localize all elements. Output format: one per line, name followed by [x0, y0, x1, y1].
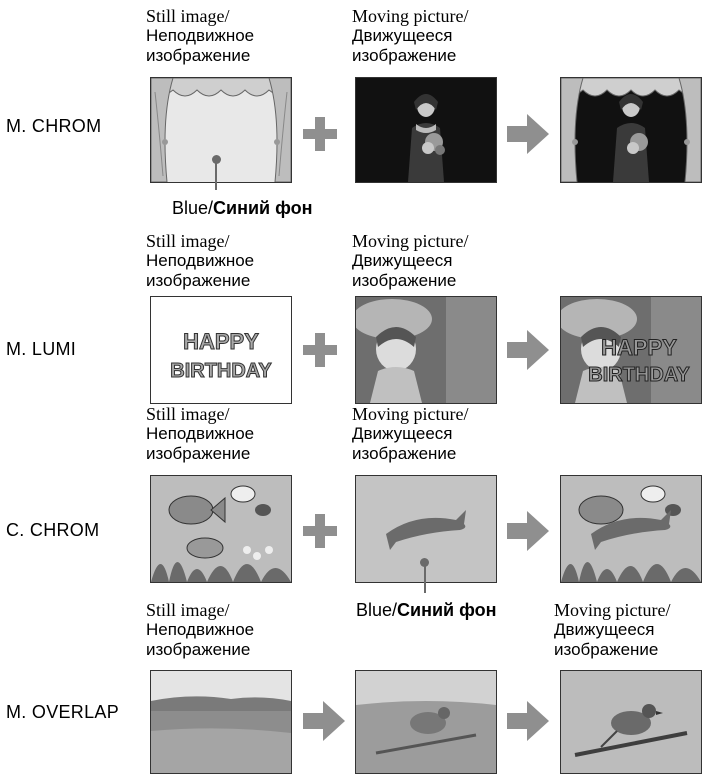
still-image-happy-birthday [150, 296, 292, 404]
arrow-right-icon [507, 114, 549, 154]
moving-picture-woman [355, 77, 497, 183]
still-image-curtains [150, 77, 292, 183]
still-text-line1: HAPPY [183, 329, 259, 354]
moving-picture-label-row2: Moving picture/ Движущееся изображение [352, 231, 469, 290]
arrow-right-icon [507, 511, 549, 551]
result-text-line1: HAPPY [601, 335, 677, 360]
blue-screen-callout-row3: Blue/Синий фон [356, 600, 497, 620]
moving-picture-label-row1: Moving picture/ Движущееся изображение [352, 6, 469, 65]
callout-leader-row3 [424, 563, 426, 593]
moving-picture-label-row4: Moving picture/ Движущееся изображение [554, 600, 671, 659]
still-image-label-row2: Still image/ Неподвижное изображение [146, 231, 255, 290]
still-image-aquarium [150, 475, 292, 583]
arrow-right-icon [507, 330, 549, 370]
blue-screen-callout-row1: Blue/Синий фон [172, 198, 313, 218]
arrow-right-icon [303, 701, 345, 741]
result-image-child-text [560, 296, 702, 404]
moving-picture-dolphin [355, 475, 497, 583]
result-image-aquarium-dolphin [560, 475, 702, 583]
still-text-line2: BIRTHDAY [170, 360, 272, 382]
arrow-right-icon [507, 701, 549, 741]
mode-label-m-overlap: M. OVERLAP [6, 702, 120, 722]
still-image-landscape [150, 670, 292, 774]
moving-picture-label-row3: Moving picture/ Движущееся изображение [352, 404, 469, 463]
plus-icon [303, 333, 337, 367]
mode-label-c-chrom: C. CHROM [6, 520, 100, 540]
transition-image-landscape-bird [355, 670, 497, 774]
callout-leader-row1 [215, 160, 217, 190]
result-image-curtains-woman [560, 77, 702, 183]
still-image-label-row4: Still image/ Неподвижное изображение [146, 600, 255, 659]
mode-label-m-chrom: M. CHROM [6, 116, 102, 136]
still-image-label-row3: Still image/ Неподвижное изображение [146, 404, 255, 463]
result-image-bird [560, 670, 702, 774]
moving-picture-child [355, 296, 497, 404]
plus-icon [303, 117, 337, 151]
mode-label-m-lumi: M. LUMI [6, 339, 77, 359]
still-image-label-row1: Still image/ Неподвижное изображение [146, 6, 255, 65]
result-text-line2: BIRTHDAY [588, 364, 690, 386]
plus-icon [303, 514, 337, 548]
